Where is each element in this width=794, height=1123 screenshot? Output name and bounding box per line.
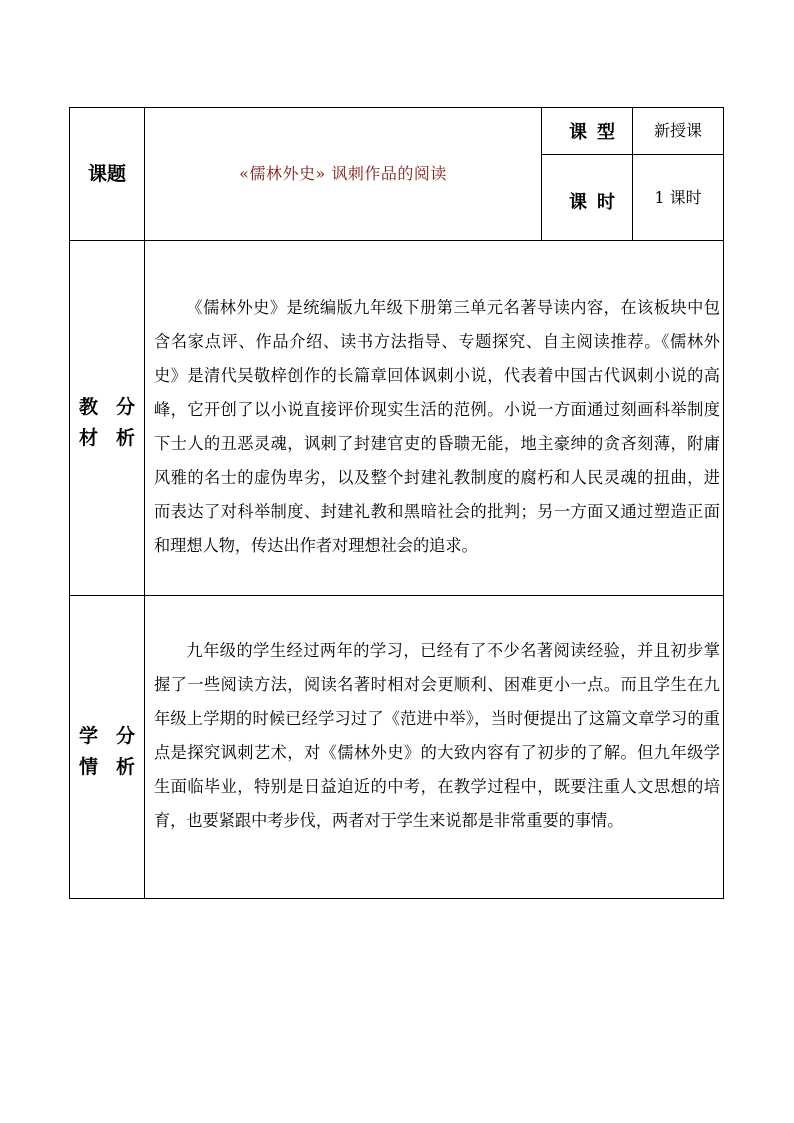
- topic-label-text: 课题: [87, 162, 126, 185]
- material-analysis-label: [70, 390, 144, 456]
- material-analysis-text: 《儒林外史》是统编版九年级下册第三单元名著导读内容，在该板块中包含名家点评、作品介绍、读书方法指导、专题探究、自主阅读推荐。《儒林外史》是清代吴敬梓创作的长篇章回体讽刺小说，代表着中国古代讽刺小说的高峰，它开创了以小说直接评价现实生活的范例。小说一方面通过刻画科举制度下士人的丑恶灵魂，讽刺了封建官吏的昏聩无能，地主豪绅的贪吝刻薄，附庸风雅的名士的虚伪卑劣，以及整个封建礼教制度的腐朽和人民灵魂的扭曲，进而表达了对科举制度、封建礼教和黑暗社会的批判；另一方面又通过塑造正面和理想人物，传达出作者对理想社会的追求。: [154, 298, 720, 555]
- lesson-period-value: 1 课时: [654, 187, 702, 207]
- label-column-divider: [144, 107, 145, 899]
- lesson-period-label: 课时: [569, 192, 625, 213]
- table-border-right: [723, 107, 724, 899]
- lesson-type-value: 新授课: [653, 120, 702, 140]
- material-analysis-label-line1: 教材: [78, 396, 98, 449]
- topic-label: [70, 108, 144, 240]
- learner-analysis-label-line1: 学情: [78, 725, 98, 778]
- section-divider: [69, 595, 724, 596]
- table-border-bottom: [69, 898, 724, 899]
- learner-analysis-label: [70, 719, 144, 785]
- learner-analysis-label-line2: 分析: [115, 725, 135, 778]
- lesson-type-label: 课型: [569, 122, 625, 143]
- learner-analysis-text: 九年级的学生经过两年的学习，已经有了不少名著阅读经验，并且初步掌握了一些阅读方法，阅读名著时相对会更顺利、困难更小一点。而且学生在九年级上学期的时候已经学习过了《范进中举》，当时便提出了这篇文章学习的重点是探究讽刺艺术，对《儒林外史》的大致内容有了初步的了解。但九年级学生面临毕业，特别是日益迫近的中考，在教学过程中，既要注重人文思想的培育，也要紧跟中考步伐，两者对于学生来说都是非常重要的事情。: [154, 641, 720, 830]
- material-analysis-label-line2: 分析: [115, 396, 135, 449]
- header-row-divider: [69, 240, 724, 241]
- lesson-title: «儒林外史» 讽刺作品的阅读: [239, 163, 447, 183]
